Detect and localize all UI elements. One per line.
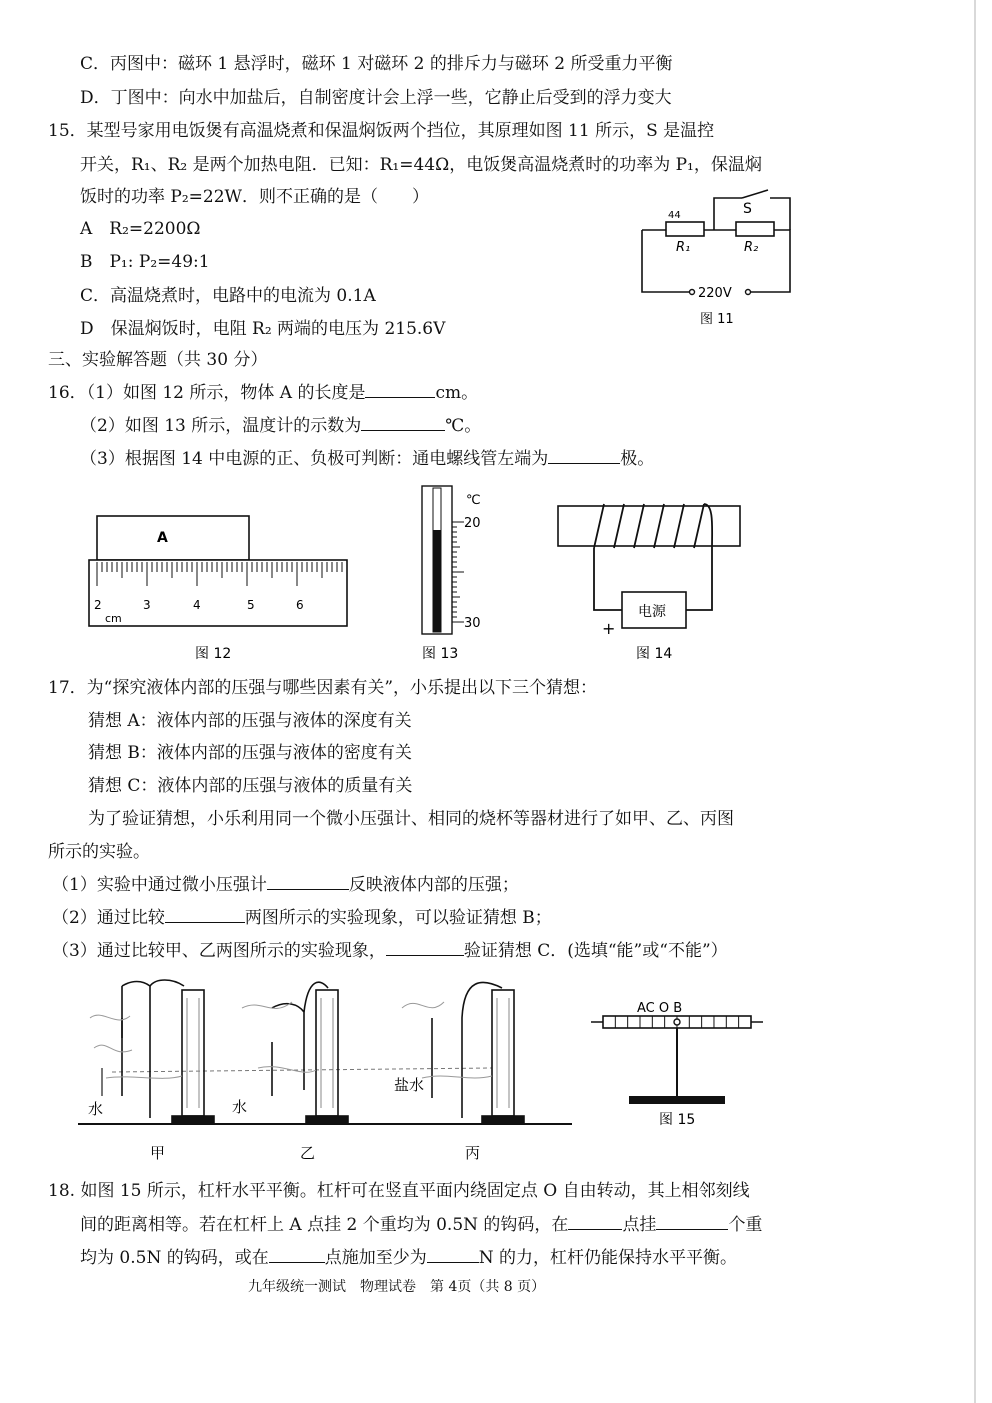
q17-answer-blank-3[interactable] — [386, 939, 464, 956]
q16-line-2 — [80, 414, 481, 437]
q17-sub-2-text: （2）通过比较 — [52, 908, 165, 928]
q17-guess-a: 猜想 A：液体内部的压强与液体的深度有关 — [88, 711, 412, 731]
q16-line-3-unit: 极。 — [620, 449, 655, 469]
fig14-source-label: 电源 — [638, 604, 666, 620]
q16-line-3 — [80, 447, 654, 470]
setup-yi — [242, 982, 348, 1124]
q18-answer-blank-2[interactable] — [656, 1213, 728, 1230]
q18-line-3-text: 均为 0.5N 的钩码，或在 — [80, 1248, 269, 1268]
q17-paragraph-line-1: 为了验证猜想，小乐利用同一个微小压强计、相同的烧杯等器材进行了如甲、乙、丙图 — [88, 809, 734, 829]
q16-answer-blank-3[interactable] — [548, 447, 620, 464]
q15-stem-line-1: 15．某型号家用电饭煲有高温烧煮和保温焖饭两个挡位，其原理如图 11 所示，S 是温控 — [48, 121, 715, 141]
figure-15-lever — [585, 990, 775, 1135]
section-3-heading: 三、实验解答题（共 30 分） — [48, 350, 268, 370]
q17-sub-1-text: （1）实验中通过微小压强计 — [52, 875, 267, 895]
fig12-object-label: A — [157, 530, 168, 546]
q17-answer-blank-2[interactable] — [165, 906, 245, 923]
setup-bing — [402, 982, 524, 1124]
q16-line-2-text: （2）如图 13 所示，温度计的示数为 — [80, 416, 362, 436]
fig13-tick-label-30: 30 — [464, 616, 481, 631]
figure-13-thermometer — [400, 484, 510, 670]
fig11-r1-mark: 44 — [668, 210, 681, 221]
q18-line-2-tail: 个重 — [728, 1215, 763, 1235]
q17-guess-c: 猜想 C：液体内部的压强与液体的质量有关 — [88, 776, 413, 796]
yi-liquid-label: 水 — [232, 1098, 248, 1116]
fig11-switch-label: S — [743, 201, 752, 217]
q18-line-3-mid: 点施加至少为 — [324, 1248, 427, 1268]
q18-answer-blank-3[interactable] — [269, 1246, 325, 1263]
fig13-unit-label: ℃ — [466, 493, 481, 508]
fig15-base — [629, 1096, 725, 1104]
q17-sub-2 — [52, 906, 552, 929]
q16-answer-blank-1[interactable] — [365, 381, 435, 398]
fig12-tick-label-6: 6 — [296, 598, 304, 612]
fig13-liquid-column — [433, 530, 441, 632]
q15-option-c: C．高温烧煮时，电路中的电流为 0.1A — [80, 286, 376, 306]
q17-guess-b: 猜想 B：液体内部的压强与液体的密度有关 — [88, 743, 412, 763]
fig12-tick-label-3: 3 — [143, 598, 151, 612]
q16-line-1 — [48, 381, 478, 404]
q17-answer-blank-1[interactable] — [267, 873, 349, 890]
q16-answer-blank-2[interactable] — [361, 414, 445, 431]
q17-sub-1-tail: 反映液体内部的压强； — [348, 875, 519, 895]
q17-sub-3-text: （3）通过比较甲、乙两图所示的实验现象， — [52, 941, 386, 961]
q14-option-c: C．丙图中：磁环 1 悬浮时，磁环 1 对磁环 2 的排斥力与磁环 2 所受重力平衡 — [80, 54, 673, 74]
label-jia: 甲 — [150, 1144, 166, 1162]
label-bing: 丙 — [465, 1144, 481, 1162]
fig12-object-a — [97, 516, 249, 560]
fig11-r2-label: R₂ — [744, 240, 759, 255]
q16-line-3-text: （3）根据图 14 中电源的正、负极可判断：通电螺线管左端为 — [80, 449, 549, 469]
q15-option-a: A R₂=2200Ω — [80, 219, 201, 239]
q18-line-2 — [80, 1213, 762, 1236]
q18-answer-blank-1[interactable] — [568, 1213, 622, 1230]
fig12-caption: 图 12 — [195, 646, 232, 662]
q16-line-2-unit: ℃。 — [445, 416, 482, 436]
label-yi: 乙 — [300, 1144, 316, 1162]
q17-paragraph-line-2: 所示的实验。 — [48, 842, 150, 862]
jia-liquid-label: 水 — [88, 1100, 104, 1118]
q15-option-d: D 保温焖饭时，电阻 R₂ 两端的电压为 215.6V — [80, 319, 446, 339]
q15-option-b: B P₁: P₂=49:1 — [80, 252, 210, 272]
q16-line-1-text: 16．（1）如图 12 所示，物体 A 的长度是 — [48, 383, 366, 403]
bing-liquid-label: 盐水 — [394, 1076, 425, 1094]
fig15-point-labels: AC O B — [637, 1001, 683, 1016]
figure-12-ruler — [85, 510, 360, 670]
figure-11-circuit — [630, 180, 805, 330]
q17-sub-3-tail: 验证猜想 C．(选填“能”或“不能”） — [463, 941, 728, 961]
fig13-caption: 图 13 — [422, 646, 459, 662]
fig14-caption: 图 14 — [636, 646, 673, 662]
fig12-tick-label-5: 5 — [247, 598, 255, 612]
setup-jia — [90, 980, 214, 1124]
figure-14-solenoid — [552, 498, 752, 670]
q18-line-1: 18. 如图 15 所示，杠杆水平平衡。杠杆可在竖直平面内绕固定点 O 自由转动，其上相邻刻线 — [48, 1181, 750, 1201]
fig12-ruler-body — [89, 560, 347, 626]
q17-sub-3 — [52, 939, 728, 962]
q17-experiment-figure — [72, 978, 577, 1163]
fig11-r1-label: R₁ — [676, 240, 691, 255]
fig12-tick-label-4: 4 — [193, 598, 201, 612]
q18-line-2-text: 间的距离相等。若在杠杆上 A 点挂 2 个重均为 0.5N 的钩码，在 — [80, 1215, 569, 1235]
q18-line-2-mid: 点挂 — [622, 1215, 657, 1235]
fig13-tick-label-20: 20 — [464, 516, 481, 531]
q18-line-3 — [80, 1246, 737, 1269]
q14-option-d: D．丁图中：向水中加盐后，自制密度计会上浮一些，它静止后受到的浮力变大 — [80, 88, 672, 108]
q16-line-1-unit: cm。 — [435, 383, 479, 403]
q17-stem: 17．为“探究液体内部的压强与哪些因素有关”，小乐提出以下三个猜想： — [48, 678, 598, 698]
q17-sub-1 — [52, 873, 519, 896]
q15-stem-line-2: 开关，R₁、R₂ 是两个加热电阻．已知：R₁=44Ω，电饭煲高温烧煮时的功率为 P₁，保温焖 — [80, 155, 762, 175]
fig12-tick-label-2: 2 — [94, 598, 102, 612]
fig15-caption: 图 15 — [659, 1112, 696, 1128]
q15-stem-line-3: 饭时的功率 P₂=22W．则不正确的是（ ） — [80, 187, 430, 207]
q18-answer-blank-4[interactable] — [427, 1246, 479, 1263]
q17-sub-2-tail: 两图所示的实验现象，可以验证猜想 B； — [244, 908, 552, 928]
q18-line-3-tail: N 的力，杠杆仍能保持水平平衡。 — [478, 1248, 737, 1268]
fig15-pivot-o — [674, 1019, 680, 1025]
fig12-unit-label: cm — [105, 612, 122, 625]
fig11-source-label: 220V — [698, 286, 732, 301]
page-footer: 九年级统一测试 物理试卷 第 4页（共 8 页） — [248, 1279, 546, 1295]
fig14-plus-label: + — [602, 619, 616, 638]
fig11-caption: 图 11 — [700, 312, 734, 327]
